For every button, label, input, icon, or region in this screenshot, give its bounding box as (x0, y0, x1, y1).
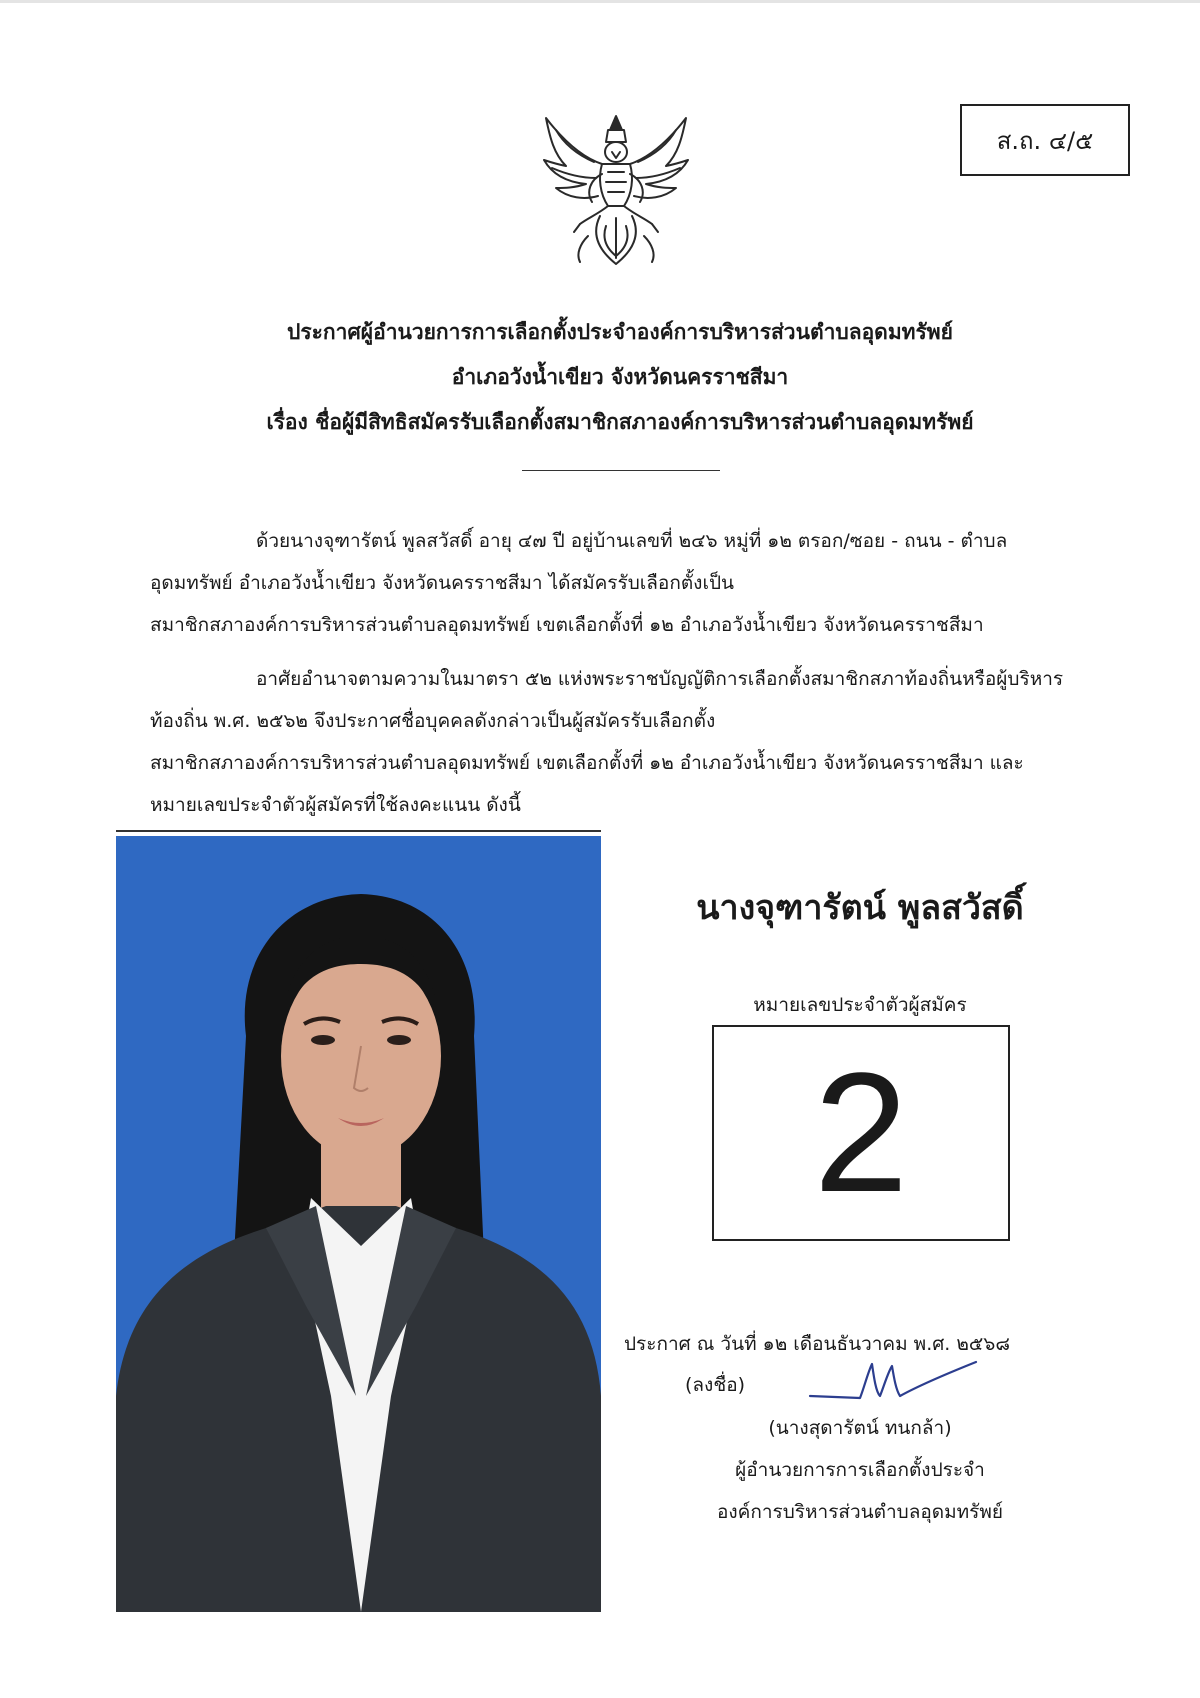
body-line: ด้วยนางจุฑารัตน์ พูลสวัสดิ์ อายุ ๔๗ ปี อยู่บ้านเลขที่ ๒๔๖ หมู่ที่ ๑๒ ตรอก/ซอย - ถนน - ตำบล (256, 530, 1008, 552)
candidate-number-label: หมายเลขประจำตัวผู้สมัคร (753, 994, 967, 1016)
announcement-body (150, 520, 1080, 826)
photo-top-rule (116, 830, 601, 832)
heading-line-1: ประกาศผู้อำนวยการการเลือกตั้งประจำองค์การบริหารส่วนตำบลอุดมทรัพย์ (287, 320, 953, 344)
candidate-name: นางจุฑารัตน์ พูลสวัสดิ์ (696, 888, 1024, 928)
page-top-edge (0, 0, 1200, 3)
body-line: สมาชิกสภาองค์การบริหารส่วนตำบลอุดมทรัพย์ เขตเลือกตั้งที่ ๑๒ อำเภอวังน้ำเขียว จังหวัดนครราชสีมา (150, 614, 984, 636)
body-line: อาศัยอำนาจตามความในมาตรา ๕๒ แห่งพระราชบัญญัติการเลือกตั้งสมาชิกสภาท้องถิ่นหรือผู้บริหาร (256, 668, 1064, 690)
signature-image (808, 1352, 978, 1408)
candidate-number-box (712, 1025, 1010, 1241)
signer-organization: องค์การบริหารส่วนตำบลอุดมทรัพย์ (716, 1501, 1004, 1523)
sign-label: (ลงชื่อ) (685, 1374, 746, 1396)
heading-divider (522, 470, 720, 471)
signer-name: (นางสุดารัตน์ ทนกล้า) (768, 1417, 952, 1439)
signer-position: ผู้อำนวยการการเลือกตั้งประจำ (735, 1459, 985, 1481)
body-line: สมาชิกสภาองค์การบริหารส่วนตำบลอุดมทรัพย์ เขตเลือกตั้งที่ ๑๒ อำเภอวังน้ำเขียว จังหวัดนครราชสีมา และ (150, 752, 1024, 774)
announcement-heading (150, 310, 1090, 445)
body-line: ท้องถิ่น พ.ศ. ๒๕๖๒ จึงประกาศชื่อบุคคลดังกล่าวเป็นผู้สมัครรับเลือกตั้ง (150, 710, 716, 732)
body-line: หมายเลขประจำตัวผู้สมัครที่ใช้ลงคะแนน ดังนี้ (150, 794, 521, 816)
heading-line-2: อำเภอวังน้ำเขียว จังหวัดนครราชสีมา (451, 365, 789, 389)
candidate-photo (116, 836, 601, 1612)
announcement-date: ประกาศ ณ วันที่ ๑๒ เดือนธันวาคม พ.ศ. ๒๕๖๘ (624, 1333, 1011, 1355)
body-paragraph-1 (150, 520, 1080, 646)
form-code: ส.ถ. ๔/๕ (996, 126, 1094, 155)
garuda-emblem-icon (536, 108, 696, 274)
heading-subject: เรื่อง ชื่อผู้มีสิทธิสมัครรับเลือกตั้งสมาชิกสภาองค์การบริหารส่วนตำบลอุดมทรัพย์ (266, 410, 974, 434)
body-paragraph-2 (150, 658, 1080, 826)
form-code-box (960, 104, 1130, 176)
body-line: อุดมทรัพย์ อำเภอวังน้ำเขียว จังหวัดนครราชสีมา ได้สมัครรับเลือกตั้งเป็น (150, 572, 734, 594)
candidate-number: 2 (813, 1038, 909, 1228)
